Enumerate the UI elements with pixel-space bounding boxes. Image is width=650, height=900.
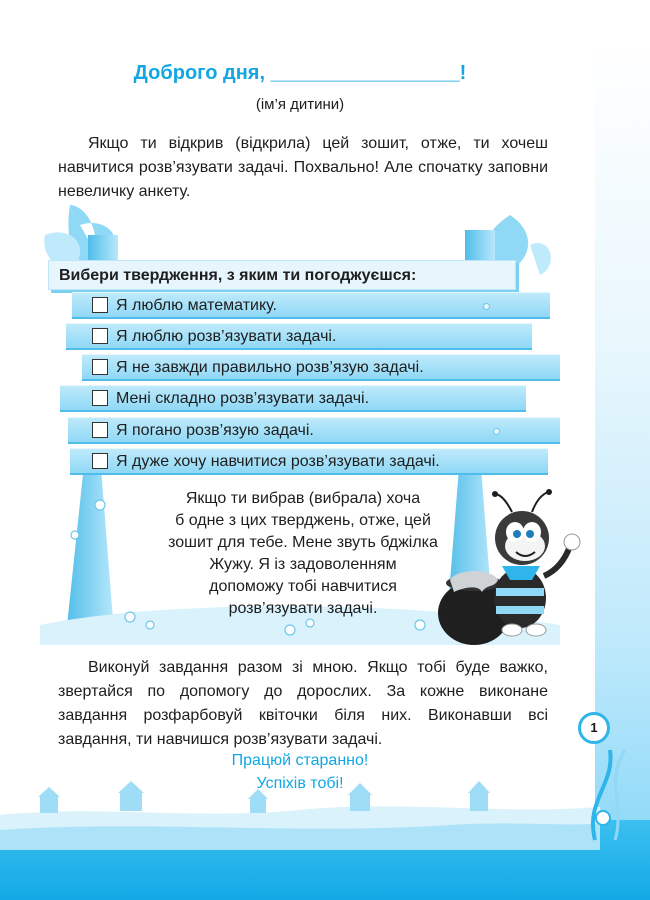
survey-option[interactable] [70, 448, 548, 475]
checkbox-icon[interactable] [92, 390, 108, 406]
survey-question: Вибери твердження, з яким ти погоджуєшся: [48, 260, 516, 290]
instructions-paragraph: Виконуй завдання разом зі мною. Якщо тобі буде важко, звертайся по допомогу до дорослих. За кожне виконане завдання розфарбовуй квіточки біля них. Виконавши всі завдання, ти навчишся розв’язувати задачі. [58, 659, 548, 748]
child-name-caption: (ім’я дитини) [255, 96, 345, 113]
checkbox-icon[interactable] [92, 328, 108, 344]
checkbox-icon[interactable] [92, 422, 108, 438]
option-label: Я не завжди правильно розв’язую задачі. [116, 358, 424, 376]
nail-icon [483, 303, 490, 310]
checkbox-icon[interactable] [92, 453, 108, 469]
survey-option[interactable] [72, 292, 550, 319]
page-number: 1 [578, 712, 610, 744]
bee-line: б одне з цих тверджень, отже, цей [175, 512, 431, 529]
option-label: Я люблю розв’язувати задачі. [116, 327, 337, 345]
option-label: Я люблю математику. [116, 296, 277, 314]
bee-line: Жужу. Я із задоволенням [209, 556, 397, 573]
survey-option[interactable] [82, 354, 560, 381]
nail-icon [493, 428, 500, 435]
option-label: Мені складно розв’язувати задачі. [116, 389, 370, 407]
survey-option[interactable] [60, 385, 526, 412]
checkbox-icon[interactable] [92, 359, 108, 375]
option-label: Я дуже хочу навчитися розв’язувати задачі. [116, 452, 440, 470]
intro-paragraph: Якщо ти відкрив (відкрила) цей зошит, отже, ти хочеш навчитися розв’язувати задачі. Похвально! Але спочатку заповни невеличку анкету. [58, 135, 548, 200]
bee-line: розв’язувати задачі. [228, 600, 378, 617]
greeting-title: Доброго дня, _________________! [133, 62, 467, 84]
bee-line: допоможу тобі навчитися [209, 578, 397, 595]
closing-line: Успіхів тобі! [256, 775, 344, 792]
survey-option[interactable] [66, 323, 532, 350]
option-label: Я погано розв’язую задачі. [116, 421, 314, 439]
bee-line: зошит для тебе. Мене звуть бджілка [168, 534, 438, 551]
survey-option[interactable] [68, 417, 560, 444]
town-panorama [0, 775, 600, 850]
closing-line: Працюй старанно! [231, 752, 369, 769]
bee-line: Якщо ти вибрав (вибрала) хоча [185, 490, 421, 507]
bee-mascot-icon [432, 488, 592, 648]
checkbox-icon[interactable] [92, 297, 108, 313]
